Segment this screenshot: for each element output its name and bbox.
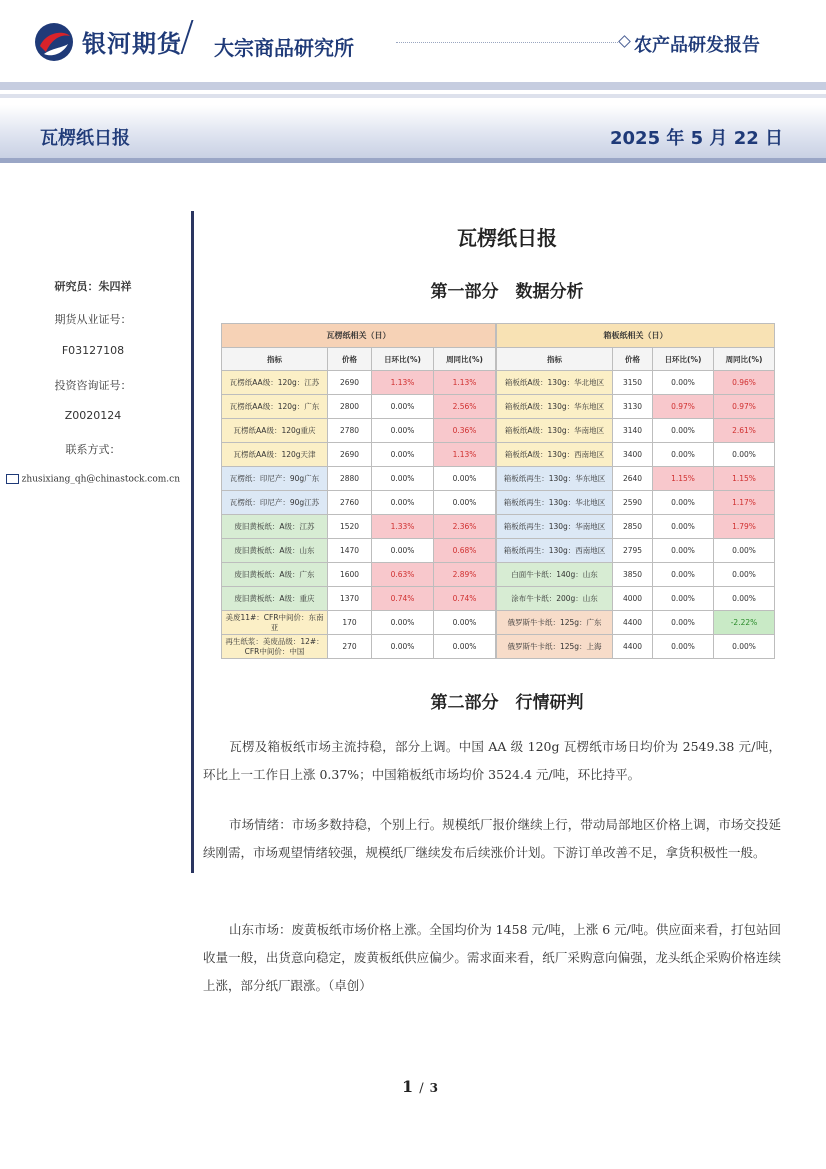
- column-header: 周同比(%): [434, 348, 496, 371]
- table-body: [497, 324, 775, 659]
- price-cell: 2690: [328, 371, 372, 395]
- indicator-name: 俄罗斯牛卡纸：125g：上海: [497, 635, 613, 659]
- page-separator: /: [419, 1081, 424, 1096]
- indicator-name-line: 美废11#：CFR中间价：东南: [225, 612, 324, 622]
- consult-label: 投资咨询证号：: [54, 379, 132, 392]
- price-cell: 170: [328, 611, 372, 635]
- indicator-name: 废旧黄板纸：A级：重庆: [222, 587, 328, 611]
- table-title: 瓦楞纸相关（日）: [222, 324, 496, 348]
- indicator-name: 瓦楞纸：印尼产：90g江苏: [222, 491, 328, 515]
- day-change-cell: 0.00%: [653, 443, 714, 467]
- week-change-cell: 1.13%: [434, 371, 496, 395]
- indicator-name: 瓦楞纸：印尼产：90g广东: [222, 467, 328, 491]
- day-change-cell: 1.13%: [372, 371, 434, 395]
- column-header: 日环比(%): [372, 348, 434, 371]
- price-cell: 1370: [328, 587, 372, 611]
- day-change-cell: 0.97%: [653, 395, 714, 419]
- price-cell: 2760: [328, 491, 372, 515]
- document-title: 瓦楞纸日报: [457, 226, 557, 250]
- table-row: [497, 539, 775, 563]
- table-row: [497, 371, 775, 395]
- indicator-name: 瓦楞纸AA级：120g：广东: [222, 395, 328, 419]
- day-change-cell: 0.00%: [372, 419, 434, 443]
- header-band: [0, 82, 826, 90]
- price-cell: 3850: [613, 563, 653, 587]
- table-row: [222, 467, 496, 491]
- table-row: [222, 611, 496, 635]
- price-cell: 4400: [613, 635, 653, 659]
- week-change-cell: 0.00%: [434, 635, 496, 659]
- price-cell: 3140: [613, 419, 653, 443]
- price-cell: 1470: [328, 539, 372, 563]
- report-category: 农产品研发报告: [634, 35, 760, 56]
- price-cell: 2800: [328, 395, 372, 419]
- column-header: 指标: [497, 348, 613, 371]
- week-change-cell: 2.36%: [434, 515, 496, 539]
- header-divider: [180, 20, 193, 54]
- indicator-name: 涂布牛卡纸：200g：山东: [497, 587, 613, 611]
- email-icon: [6, 474, 19, 484]
- indicator-name: 废旧黄板纸：A级：广东: [222, 563, 328, 587]
- week-change-cell: 0.00%: [714, 635, 775, 659]
- header-dotted-rule: [396, 42, 618, 43]
- column-header: 价格: [328, 348, 372, 371]
- report-date: 2025 年 5 月 22 日: [610, 128, 784, 149]
- week-change-cell: 2.56%: [434, 395, 496, 419]
- column-header: 周同比(%): [714, 348, 775, 371]
- day-change-cell: 0.63%: [372, 563, 434, 587]
- day-change-cell: 0.00%: [653, 587, 714, 611]
- indicator-name: 俄罗斯牛卡纸：125g：广东: [497, 611, 613, 635]
- license-label: 期货从业证号：: [54, 313, 132, 326]
- table-title: 箱板纸相关（日）: [497, 324, 775, 348]
- week-change-cell: 0.97%: [714, 395, 775, 419]
- page-current: 1: [402, 1077, 414, 1096]
- table-row: [497, 443, 775, 467]
- column-header: 价格: [613, 348, 653, 371]
- table-body: [222, 324, 496, 659]
- indicator-name: 箱板纸A级：130g：华北地区: [497, 371, 613, 395]
- week-change-cell: 0.74%: [434, 587, 496, 611]
- indicator-name: 箱板纸A级：130g：华南地区: [497, 419, 613, 443]
- day-change-cell: 0.00%: [372, 611, 434, 635]
- corrugated-paper-table: [221, 323, 496, 659]
- price-cell: 3150: [613, 371, 653, 395]
- indicator-name: 白面牛卡纸：140g：山东: [497, 563, 613, 587]
- week-change-cell: 1.15%: [714, 467, 775, 491]
- table-row: [497, 419, 775, 443]
- table-row: [497, 563, 775, 587]
- galaxy-futures-logo-icon: [34, 22, 74, 62]
- indicator-name-line: 亚: [270, 622, 279, 632]
- day-change-cell: 0.00%: [653, 611, 714, 635]
- day-change-cell: 0.00%: [653, 491, 714, 515]
- table-row: [497, 467, 775, 491]
- table-title-row: [497, 324, 775, 348]
- table-row: [222, 539, 496, 563]
- week-change-cell: 0.00%: [714, 563, 775, 587]
- day-change-cell: 0.00%: [372, 467, 434, 491]
- price-cell: 1520: [328, 515, 372, 539]
- researcher-name: 研究员：朱四祥: [54, 280, 132, 293]
- price-cell: 2780: [328, 419, 372, 443]
- day-change-cell: 0.00%: [372, 395, 434, 419]
- day-change-cell: 1.33%: [372, 515, 434, 539]
- price-cell: 1600: [328, 563, 372, 587]
- price-cell: 2795: [613, 539, 653, 563]
- price-cell: 270: [328, 635, 372, 659]
- table-title-row: [222, 324, 496, 348]
- indicator-name: [222, 611, 328, 635]
- email-row: [0, 474, 180, 485]
- indicator-name: 废旧黄板纸：A级：江苏: [222, 515, 328, 539]
- week-change-cell: 0.00%: [434, 467, 496, 491]
- column-header: 日环比(%): [653, 348, 714, 371]
- price-cell: 3400: [613, 443, 653, 467]
- day-change-cell: 0.00%: [372, 443, 434, 467]
- indicator-name: 箱板纸A级：130g：西南地区: [497, 443, 613, 467]
- week-change-cell: 0.36%: [434, 419, 496, 443]
- table-row: [222, 515, 496, 539]
- table-row: [222, 635, 496, 659]
- price-cell: 2590: [613, 491, 653, 515]
- diamond-icon: [618, 35, 631, 48]
- indicator-name: 废旧黄板纸：A级：山东: [222, 539, 328, 563]
- day-change-cell: 0.00%: [653, 563, 714, 587]
- day-change-cell: 0.00%: [653, 419, 714, 443]
- day-change-cell: 0.00%: [653, 515, 714, 539]
- table-row: [222, 419, 496, 443]
- day-change-cell: 0.00%: [653, 371, 714, 395]
- consult-number: Z0020124: [64, 409, 122, 422]
- week-change-cell: 2.61%: [714, 419, 775, 443]
- day-change-cell: 1.15%: [653, 467, 714, 491]
- table-row: [222, 587, 496, 611]
- price-cell: 2690: [328, 443, 372, 467]
- indicator-name: 瓦楞纸AA级：120g：江苏: [222, 371, 328, 395]
- week-change-cell: 0.96%: [714, 371, 775, 395]
- paragraph-shandong-market: 山东市场：废黄板纸市场价格上涨。全国均价为 1458 元/吨，上涨 6 元/吨。供应面来看，打包站回收量一般，出货意向稳定，废黄板纸供应偏少。需求面来看，纸厂采购意向偏强，龙头纸企采购价格连续上涨，部分纸厂跟涨。（卓创）: [203, 922, 781, 993]
- containerboard-table: [496, 323, 775, 659]
- week-change-cell: -2.22%: [714, 611, 775, 635]
- table-row: [497, 587, 775, 611]
- week-change-cell: 1.79%: [714, 515, 775, 539]
- page-total: 3: [429, 1081, 438, 1095]
- table-row: [222, 563, 496, 587]
- price-cell: 3130: [613, 395, 653, 419]
- day-change-cell: 0.00%: [372, 539, 434, 563]
- title-bar-underline: [0, 158, 826, 163]
- table-row: [222, 371, 496, 395]
- table-row: [497, 395, 775, 419]
- price-cell: 4400: [613, 611, 653, 635]
- week-change-cell: 1.13%: [434, 443, 496, 467]
- license-number: F03127108: [61, 344, 125, 357]
- table-row: [497, 611, 775, 635]
- indicator-name-line: CFR中间价：中国: [244, 646, 305, 656]
- day-change-cell: 0.00%: [372, 491, 434, 515]
- header-band-thin: [0, 94, 826, 98]
- day-change-cell: 0.00%: [653, 539, 714, 563]
- email-address[interactable]: zhusixiang_qh@chinastock.com.cn: [21, 474, 180, 485]
- table-header-row: [222, 348, 496, 371]
- table-row: [222, 395, 496, 419]
- table-row: [222, 443, 496, 467]
- indicator-name: 箱板纸再生：130g：西南地区: [497, 539, 613, 563]
- table-header-row: [497, 348, 775, 371]
- week-change-cell: 0.00%: [714, 443, 775, 467]
- price-cell: 2640: [613, 467, 653, 491]
- day-change-cell: 0.00%: [372, 635, 434, 659]
- company-name: 银河期货: [82, 30, 182, 58]
- indicator-name: 瓦楞纸AA级：120g天津: [222, 443, 328, 467]
- section-heading-data-analysis: 第一部分 数据分析: [430, 282, 584, 302]
- indicator-name: 瓦楞纸AA级：120g重庆: [222, 419, 328, 443]
- table-row: [497, 491, 775, 515]
- price-cell: 4000: [613, 587, 653, 611]
- paragraph-market-summary: 瓦楞及箱板纸市场主流持稳，部分上调。中国 AA 级 120g 瓦楞纸市场日均价为 2549.38 元/吨，环比上一工作日上涨 0.37%；中国箱板纸市场均价 3524.4 元/吨，环比持平。: [203, 739, 781, 782]
- section-heading-market-outlook: 第二部分 行情研判: [430, 693, 584, 713]
- day-change-cell: 0.00%: [653, 635, 714, 659]
- table-row: [497, 515, 775, 539]
- report-name: 瓦楞纸日报: [40, 128, 130, 149]
- indicator-name: 箱板纸A级：130g：华东地区: [497, 395, 613, 419]
- indicator-name: 箱板纸再生：130g：华北地区: [497, 491, 613, 515]
- indicator-name: 箱板纸再生：130g：华南地区: [497, 515, 613, 539]
- indicator-name: [222, 635, 328, 659]
- sidebar-divider: [191, 211, 194, 873]
- week-change-cell: 0.00%: [434, 611, 496, 635]
- day-change-cell: 0.74%: [372, 587, 434, 611]
- price-cell: 2850: [613, 515, 653, 539]
- column-header: 指标: [222, 348, 328, 371]
- week-change-cell: 0.00%: [714, 587, 775, 611]
- week-change-cell: 2.89%: [434, 563, 496, 587]
- week-change-cell: 0.68%: [434, 539, 496, 563]
- price-cell: 2880: [328, 467, 372, 491]
- institute-name: 大宗商品研究所: [214, 36, 354, 60]
- week-change-cell: 0.00%: [714, 539, 775, 563]
- paragraph-market-sentiment: 市场情绪：市场多数持稳，个别上行。规模纸厂报价继续上行，带动局部地区价格上调，市场交投延续刚需，市场观望情绪较强，规模纸厂继续发布后续涨价计划。下游订单改善不足，拿货积极性一般。: [203, 817, 781, 860]
- table-row: [222, 491, 496, 515]
- indicator-name: 箱板纸再生：130g：华东地区: [497, 467, 613, 491]
- contact-label: 联系方式：: [65, 443, 121, 456]
- indicator-name-line: 再生纸浆：美废品级：12#：: [225, 636, 324, 646]
- week-change-cell: 0.00%: [434, 491, 496, 515]
- page-number: [380, 1077, 460, 1096]
- table-row: [497, 635, 775, 659]
- week-change-cell: 1.17%: [714, 491, 775, 515]
